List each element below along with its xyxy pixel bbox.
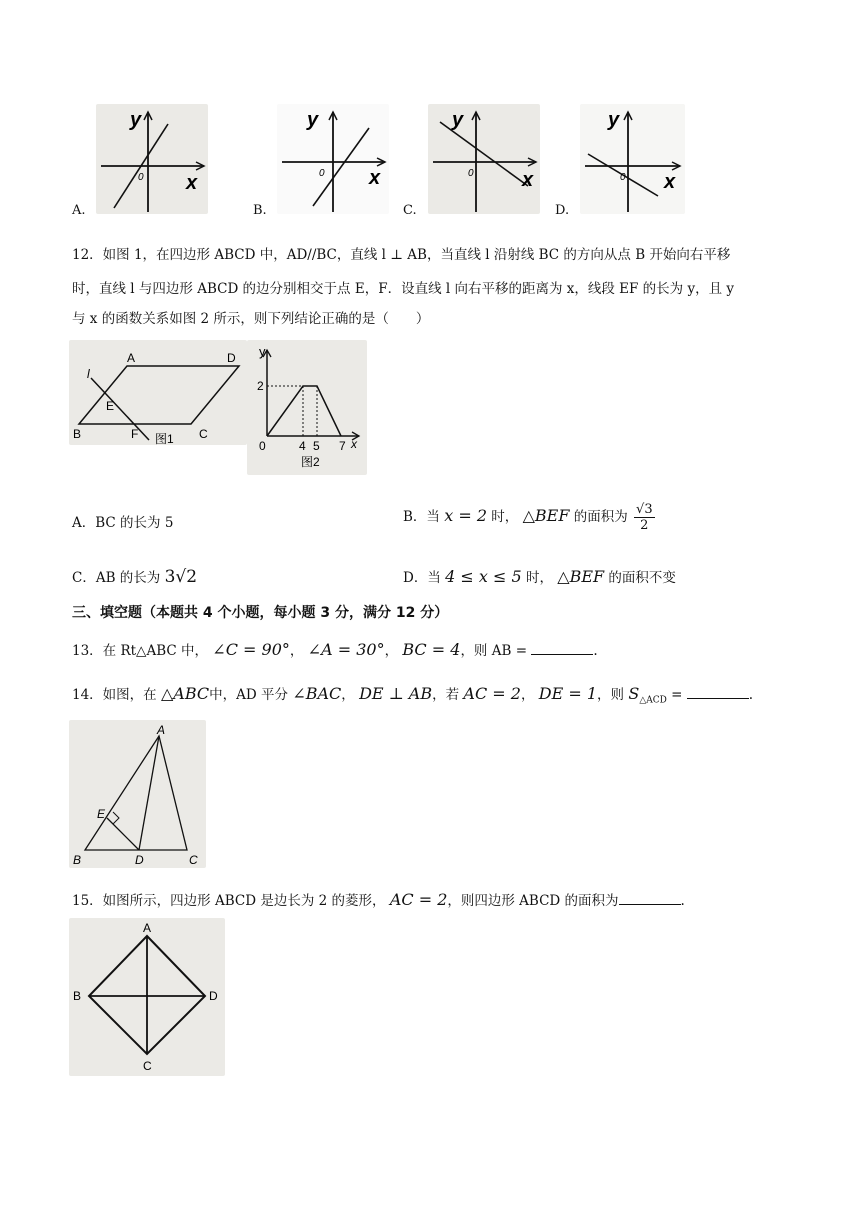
fig1-label-e: E	[106, 399, 115, 413]
q15-fig-label-a: A	[143, 921, 152, 935]
axis-y-label: y	[452, 109, 464, 131]
q11-graph-d-svg	[580, 104, 685, 214]
q13-answer-blank[interactable]	[531, 641, 593, 655]
q15-fig-label-c: C	[143, 1059, 152, 1073]
q11-option-d-label: D.	[555, 203, 570, 218]
axis-y-label: y	[608, 109, 620, 131]
fig2-label-7: 7	[339, 439, 346, 453]
q12-option-d-pre: D．当	[403, 570, 441, 586]
q12-option-d-post: 的面积不变	[608, 570, 676, 586]
q11-graph-d	[580, 104, 685, 214]
q11-graph-c-svg	[428, 104, 540, 214]
fig2-caption: 图2	[301, 455, 320, 469]
q14-t3: ，	[341, 687, 355, 703]
q12-option-b	[403, 502, 655, 533]
q12-text-line2: 时，直线 l 与四边形 ABCD 的边分别相交于点 E，F．设直线 l 向右平移的距离为 x，线段 EF 的长为 y，且 y	[72, 281, 735, 297]
q12-option-a: A．BC 的长为 5	[72, 515, 174, 531]
q11-graph-b	[277, 104, 389, 214]
q15-fig-label-b: B	[73, 989, 82, 1003]
q12-text-line1: 12．如图 1，在四边形 ABCD 中，AD//BC，直线 l ⊥ AB，当直线 l 沿射线 BC 的方向从点 B 开始向右平移	[72, 247, 731, 263]
q12-option-d-tri: △BEF	[557, 567, 605, 586]
q14-fig-label-b: B	[73, 853, 82, 867]
fig1-label-l: l	[87, 367, 90, 381]
axis-x-label: x	[664, 171, 676, 193]
q15-pre: 15．如图所示，四边形 ABCD 是边长为 2 的菱形，	[72, 893, 386, 909]
q14-s-sub: △ACD	[639, 695, 667, 706]
axis-x-label: x	[369, 167, 381, 189]
fig2-label-2: 2	[257, 379, 264, 393]
q14-fig-label-e: E	[97, 807, 106, 821]
q12-option-b-math: x = 2	[444, 506, 487, 525]
q12-option-b-pre: B．当	[403, 509, 440, 525]
q14-t5: ，	[520, 687, 535, 703]
q14-t2: 中，AD 平分	[209, 687, 289, 703]
q11-option-a-label: A.	[72, 203, 86, 218]
q15-figure-svg	[69, 918, 225, 1076]
q12-option-b-tri: △BEF	[522, 506, 570, 525]
q12-option-d-mid: 时，	[525, 570, 553, 586]
q12-option-b-post: 的面积为	[573, 509, 628, 525]
fig1-label-b: B	[73, 427, 82, 441]
q14-fig-label-a: A	[157, 723, 166, 737]
q13-bc: BC = 4	[402, 640, 461, 659]
axis-y-label: y	[130, 109, 142, 131]
fig2-label-x: x	[351, 437, 357, 451]
origin-label: 0	[319, 168, 325, 179]
fig1-label-c: C	[199, 427, 208, 441]
q12-option-d-math: 4 ≤ x ≤ 5	[445, 567, 522, 586]
q13-pre: 13．在 Rt△ABC 中，	[72, 643, 208, 659]
fig2-label-4: 4	[299, 439, 306, 453]
q11-graph-c	[428, 104, 540, 214]
q14-answer-blank[interactable]	[687, 685, 749, 699]
q14-tri: △ABC	[160, 684, 210, 703]
q12-option-c	[72, 566, 197, 587]
q12-option-d	[403, 566, 676, 586]
fig1-label-a: A	[127, 351, 136, 365]
fig2-label-origin: 0	[259, 439, 266, 453]
origin-label: 0	[468, 168, 474, 179]
q12-figure-1-svg	[69, 340, 247, 445]
q15-post: ，则四边形 ABCD 的面积为	[447, 893, 619, 909]
q14-angle: ∠BAC	[292, 684, 342, 703]
q12-figure-1	[69, 340, 247, 445]
axis-x-label: x	[522, 169, 534, 191]
q11-graph-a	[96, 104, 208, 214]
q14-de: DE = 1	[538, 684, 598, 703]
q12-option-c-math: 3√2	[164, 567, 198, 587]
axis-y-label: y	[307, 109, 319, 131]
q15-ac: AC = 2	[389, 890, 448, 909]
q11-option-b-label: B.	[253, 203, 267, 218]
q14-t4: ，若	[432, 687, 460, 703]
fig1-label-d: D	[227, 351, 236, 365]
fraction-denominator: 2	[640, 518, 649, 533]
q14-perp: DE ⊥ AB	[359, 684, 433, 703]
q14-ac: AC = 2	[463, 684, 521, 703]
q15-end: .	[680, 893, 685, 909]
q13-post: ，则 AB =	[460, 643, 528, 659]
q12-figure-2	[247, 340, 367, 475]
q12-figure-2-svg	[247, 340, 367, 475]
q12-option-b-fraction	[634, 502, 655, 533]
q13-angle-a: ∠A = 30°	[307, 640, 385, 659]
fig1-label-f: F	[131, 427, 139, 441]
q15-text	[72, 889, 685, 909]
q12-option-b-mid: 时，	[491, 509, 519, 525]
q14-figure	[69, 720, 206, 868]
q14-t6: ，则	[597, 687, 625, 703]
q14-end: .	[748, 687, 754, 703]
fig2-label-5: 5	[313, 439, 320, 453]
q14-s: S	[628, 684, 640, 703]
q14-text	[72, 683, 753, 706]
q14-fig-label-c: C	[189, 853, 198, 867]
q15-answer-blank[interactable]	[619, 891, 681, 905]
section-3-heading: 三、填空题（本题共 4 个小题，每小题 3 分，满分 12 分）	[72, 605, 449, 621]
q13-end: .	[593, 643, 598, 659]
q14-fig-label-d: D	[135, 853, 144, 867]
q11-graph-b-svg	[277, 104, 389, 214]
origin-label: 0	[620, 172, 626, 183]
q15-figure	[69, 918, 225, 1076]
q15-fig-label-d: D	[209, 989, 218, 1003]
q14-figure-svg	[69, 720, 206, 868]
fraction-numerator: √3	[636, 502, 653, 517]
origin-label: 0	[138, 172, 144, 183]
fig1-caption: 图1	[155, 432, 174, 445]
fig2-label-y: y	[259, 344, 266, 359]
q11-graph-a-svg	[96, 104, 208, 214]
axis-x-label: x	[186, 172, 198, 194]
q12-option-c-pre: C．AB 的长为	[72, 570, 161, 586]
q13-angle-c: ∠C = 90°	[212, 640, 290, 659]
q14-eq: =	[671, 687, 683, 703]
q12-text-line3: 与 x 的函数关系如图 2 所示，则下列结论正确的是（ ）	[72, 311, 430, 327]
q13-text: 13．在 Rt△ABC 中， ∠C = 90°， ∠A = 30°， BC = 4，则 AB = .	[72, 640, 598, 659]
q14-pre: 14．如图，在	[72, 687, 157, 703]
q11-option-c-label: C.	[403, 203, 417, 218]
